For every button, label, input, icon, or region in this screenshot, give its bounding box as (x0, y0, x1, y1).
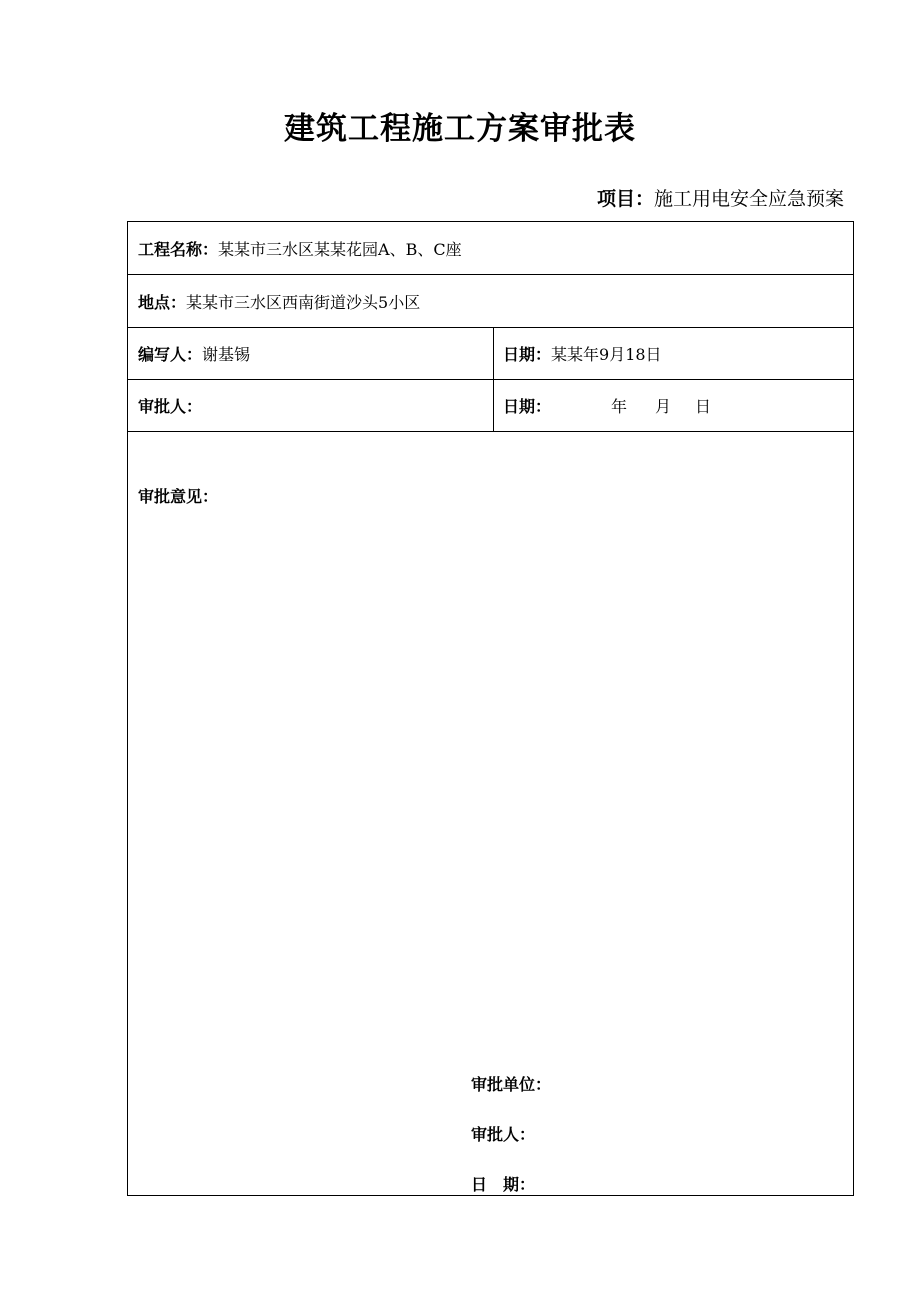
approve-date-label: 日期： (503, 397, 552, 416)
column-divider (493, 328, 494, 379)
project-label: 项目： (596, 188, 654, 210)
approval-form (127, 221, 854, 1196)
approver-cell[interactable] (138, 380, 202, 431)
location-label: 地点： (138, 292, 187, 312)
project-name-value: 某某市三水区某某花园A、B、C座 (218, 239, 462, 259)
approver-label: 审批人： (138, 397, 203, 416)
column-divider (493, 380, 494, 431)
location-cell[interactable] (138, 275, 420, 327)
approve-date-cell[interactable] (503, 380, 711, 431)
project-name-label: 工程名称： (138, 239, 219, 259)
location-value: 某某市三水区西南街道沙头5小区 (186, 292, 421, 312)
approver-row (128, 380, 853, 432)
project-value: 施工用电安全应急预案 (653, 188, 844, 210)
approve-date-day: 日 (695, 397, 712, 416)
opinion-label: 审批意见： (138, 487, 219, 506)
signature-approver-label: 审批人： (471, 1125, 536, 1144)
writer-row (128, 328, 853, 380)
document-title: 建筑工程施工方案审批表 (284, 111, 636, 147)
project-name-row (128, 222, 853, 275)
approval-unit-label: 审批单位： (471, 1075, 552, 1094)
approve-date-month: 月 (655, 397, 672, 416)
write-date-label: 日期： (503, 345, 552, 364)
project-line (597, 184, 844, 211)
signature-date-label: 日 期： (471, 1175, 536, 1194)
writer-cell[interactable] (138, 328, 250, 379)
write-date-cell[interactable] (503, 328, 662, 379)
writer-label: 编写人： (138, 345, 203, 364)
project-name-cell[interactable] (138, 222, 462, 274)
approve-date-year: 年 (611, 397, 628, 416)
location-row (128, 275, 853, 328)
writer-value: 谢基锡 (202, 345, 251, 364)
write-date-value: 某某年9月18日 (551, 345, 662, 364)
